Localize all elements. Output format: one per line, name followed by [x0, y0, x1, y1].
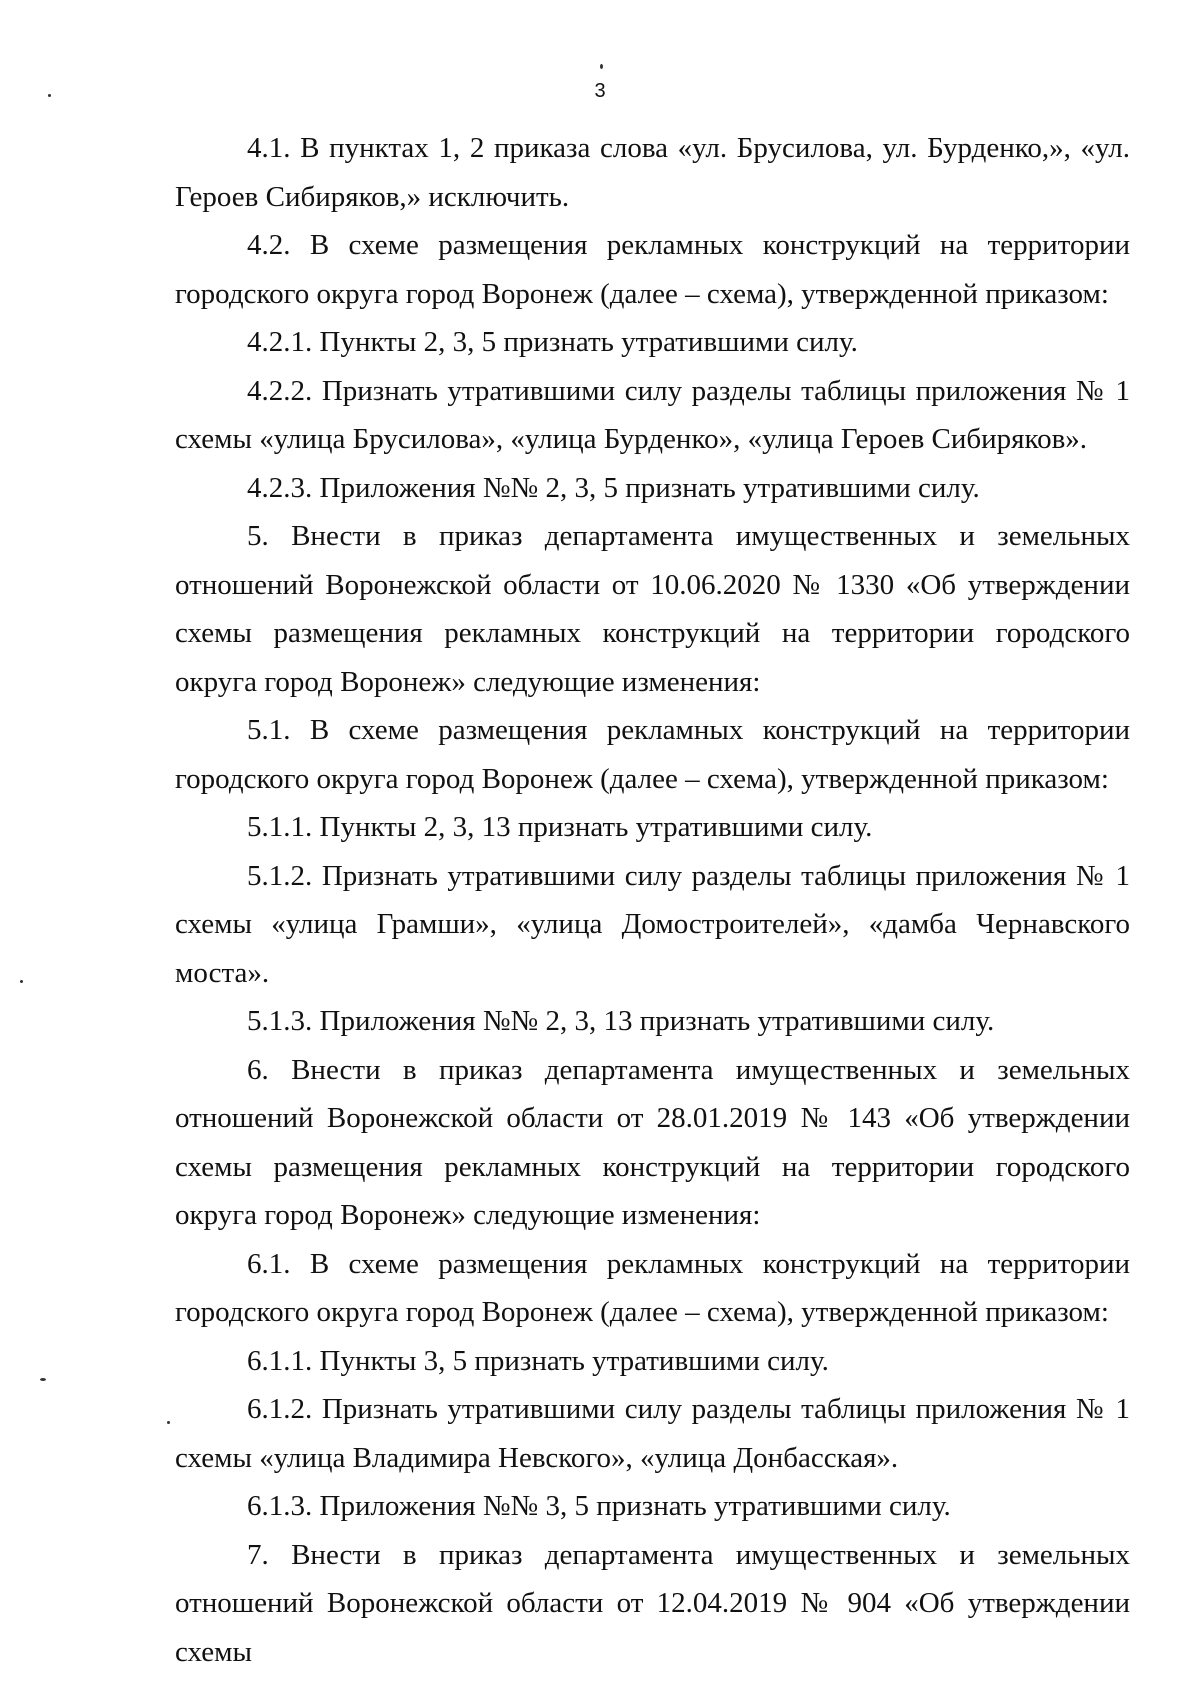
- scan-speck: [167, 1421, 170, 1424]
- paragraph-4-2-2: 4.2.2. Признать утратившими силу разделы таблицы приложения № 1 схемы «улица Брусилова», «улица Бурденко», «улица Героев Сибиряков».: [175, 374, 1130, 455]
- paragraph-7: 7. Внести в приказ департамента имущественных и земельных отношений Воронежской области от 12.04.2019 № 904 «Об утверждении схемы: [175, 1538, 1130, 1668]
- paragraph-5-1-1: 5.1.1. Пункты 2, 3, 13 признать утратившими силу.: [247, 811, 873, 843]
- document-body: [175, 124, 1130, 1676]
- paragraph-6-1-3: 6.1.3. Приложения №№ 3, 5 признать утратившими силу.: [247, 1490, 951, 1522]
- paragraph-5-1: 5.1. В схеме размещения рекламных конструкций на территории городского округа город Воронеж (далее – схема), утвержденной приказом:: [175, 714, 1130, 795]
- paragraph-5: 5. Внести в приказ департамента имущественных и земельных отношений Воронежской области от 10.06.2020 № 1330 «Об утверждении схемы размещения рекламных конструкций на территории городского округа город Воронеж» следующие изменения:: [175, 520, 1130, 698]
- paragraph-4-1: 4.1. В пунктах 1, 2 приказа слова «ул. Брусилова, ул. Бурденко,», «ул. Героев Сибиряков,» исключить.: [175, 132, 1130, 213]
- paragraph-5-1-2: 5.1.2. Признать утратившими силу разделы таблицы приложения № 1 схемы «улица Грамши», «улица Домостроителей», «дамба Чернавского моста».: [175, 859, 1130, 989]
- paragraph-4-2-3: 4.2.3. Приложения №№ 2, 3, 5 признать утратившими силу.: [247, 471, 980, 504]
- paragraph-6-1-1: 6.1.1. Пункты 3, 5 признать утратившими силу.: [247, 1344, 829, 1377]
- paragraph-6-1-2: 6.1.2. Признать утратившими силу разделы таблицы приложения № 1 схемы «улица Владимира Невского», «улица Донбасская».: [175, 1393, 1130, 1474]
- scan-speck: [600, 64, 603, 69]
- scan-speck: [48, 94, 51, 97]
- scan-speck: [40, 1378, 46, 1381]
- paragraph-6: 6. Внести в приказ департамента имущественных и земельных отношений Воронежской области от 28.01.2019 № 143 «Об утверждении схемы размещения рекламных конструкций на территории городского округа город Воронеж» следующие изменения:: [175, 1053, 1130, 1231]
- paragraph-4-2-1: 4.2.1. Пункты 2, 3, 5 признать утратившими силу.: [247, 326, 858, 358]
- paragraph-4-2: 4.2. В схеме размещения рекламных конструкций на территории городского округа город Воронеж (далее – схема), утвержденной приказом:: [175, 229, 1130, 310]
- paragraph-6-1: 6.1. В схеме размещения рекламных конструкций на территории городского округа город Воронеж (далее – схема), утвержденной приказом:: [175, 1247, 1130, 1328]
- scan-speck: [20, 980, 23, 983]
- paragraph-5-1-3: 5.1.3. Приложения №№ 2, 3, 13 признать утратившими силу.: [247, 1005, 995, 1037]
- page-number: 3: [594, 80, 606, 102]
